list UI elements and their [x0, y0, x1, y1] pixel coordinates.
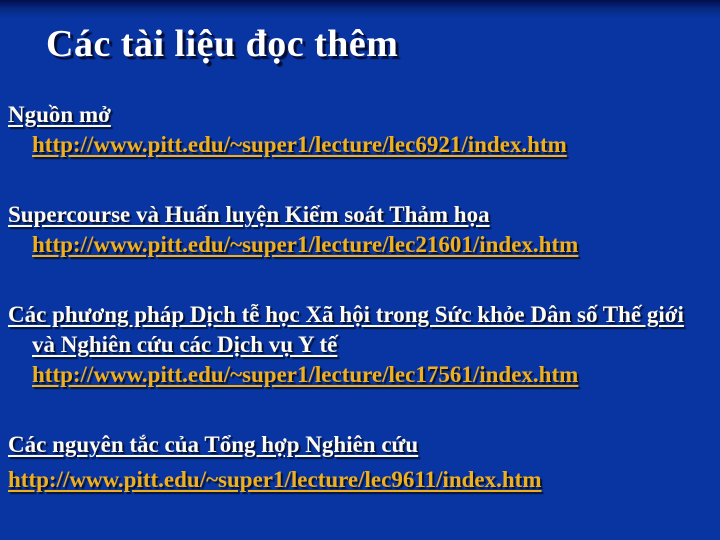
resource-heading — [8, 430, 710, 460]
resource-heading — [8, 300, 710, 360]
resource-heading-link[interactable]: Các phương pháp Dịch tễ học Xã hội trong Sức khỏe Dân số Thế giới và Nghiên cứu các Dịch vụ Y tế — [8, 302, 684, 357]
slide-title: Các tài liệu đọc thêm — [46, 23, 399, 65]
resource-block — [8, 100, 710, 160]
resource-heading-link[interactable]: Supercourse và Huấn luyện Kiểm soát Thảm họa — [8, 202, 490, 227]
resource-url — [8, 230, 710, 260]
resource-url-link[interactable]: http://www.pitt.edu/~super1/lecture/lec17561/index.htm — [32, 362, 579, 387]
resource-heading — [8, 200, 710, 230]
resource-url-link[interactable]: http://www.pitt.edu/~super1/lecture/lec6921/index.htm — [32, 132, 567, 157]
reading-list — [8, 100, 710, 535]
resource-url — [8, 360, 710, 390]
resource-heading — [8, 100, 710, 130]
resource-url-link[interactable]: http://www.pitt.edu/~super1/lecture/lec9611/index.htm — [8, 467, 542, 492]
resource-block — [8, 200, 710, 260]
resource-url — [8, 465, 710, 495]
resource-block — [8, 430, 710, 495]
resource-block — [8, 300, 710, 390]
resource-heading-link[interactable]: Các nguyên tắc của Tổng hợp Nghiên cứu — [8, 432, 419, 457]
resource-heading-link[interactable]: Nguồn mở — [8, 102, 111, 127]
resource-url-link[interactable]: http://www.pitt.edu/~super1/lecture/lec21601/index.htm — [32, 232, 579, 257]
resource-url — [8, 130, 710, 160]
